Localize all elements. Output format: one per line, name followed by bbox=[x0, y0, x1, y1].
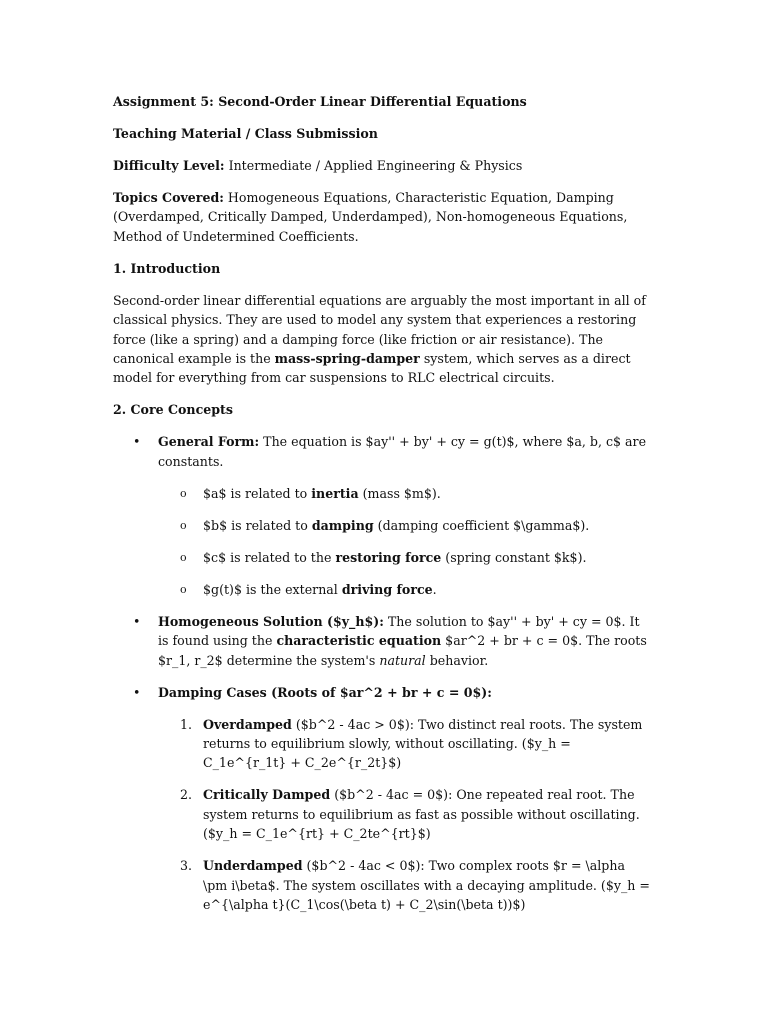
case-number: 1. bbox=[180, 716, 193, 732]
sub-item-driving-force bbox=[158, 580, 653, 599]
core-concepts-heading: 2. Core Concepts bbox=[113, 402, 233, 418]
case-title: Critically Damped bbox=[203, 787, 331, 803]
assignment-title: Assignment 5: Second-Order Linear Differential Equations bbox=[113, 94, 527, 109]
assignment-subtitle: Teaching Material / Class Submission bbox=[113, 126, 378, 141]
natural-term: natural bbox=[379, 652, 426, 668]
case-text: ($b^2 - 4ac = 0$): One repeated real root. The system returns to equilibrium as fast as possible without oscillating. ($y_h = C_1e^{rt} + C_2te^{rt}$) bbox=[203, 787, 640, 842]
sub-text: $g(t)$ is the external bbox=[203, 581, 342, 597]
circle-bullet-icon: o bbox=[180, 518, 187, 532]
sub-text: . bbox=[432, 581, 437, 597]
homogeneous-text-2: $ar^2 + br + c = 0$. The roots $r_1, r_2$ determine the system's bbox=[158, 633, 647, 668]
intro-paragraph bbox=[113, 291, 653, 388]
intro-bold-term: mass-spring-damper bbox=[274, 351, 420, 367]
sub-bold: inertia bbox=[311, 485, 359, 501]
general-form-text: The equation is $ay'' + by' + cy = g(t)$, where $a, b, c$ are constants. bbox=[158, 434, 647, 469]
general-form-sublist bbox=[158, 484, 653, 599]
sub-bold: restoring force bbox=[335, 549, 442, 565]
sub-text: (mass $m$). bbox=[358, 485, 441, 501]
list-item-homogeneous-solution bbox=[113, 612, 653, 670]
sub-bold: driving force bbox=[341, 581, 433, 597]
intro-heading: 1. Introduction bbox=[113, 260, 221, 276]
circle-bullet-icon: o bbox=[180, 582, 187, 596]
case-title: Overdamped bbox=[203, 716, 292, 732]
intro-text-2: system, which serves as a direct model for everything from car suspensions to RLC electrical circuits. bbox=[113, 351, 631, 386]
topics-label: Topics Covered: bbox=[113, 190, 224, 205]
sub-text: (damping coefficient $\gamma$). bbox=[373, 517, 590, 533]
sub-text: (spring constant $k$). bbox=[441, 549, 587, 565]
core-concepts-list bbox=[113, 432, 653, 914]
difficulty-line bbox=[113, 156, 653, 175]
intro-text-1: Second-order linear differential equations are arguably the most important in all of classical physics. They are used to model any system that experiences a restoring force (like a spring) and a damping force (like friction or air resistance). The canonical example is the bbox=[113, 292, 646, 367]
case-overdamped bbox=[158, 715, 653, 773]
bullet-icon: • bbox=[133, 434, 141, 450]
bullet-icon: • bbox=[133, 684, 141, 700]
topics-value: Homogeneous Equations, Characteristic Equation, Damping (Overdamped, Critically Damped, Underdamped), Non-homogeneous Equations, Method of Undetermined Coefficients. bbox=[113, 190, 628, 244]
circle-bullet-icon: o bbox=[180, 486, 187, 500]
sub-item-restoring-force bbox=[158, 548, 653, 567]
sub-bold: damping bbox=[311, 517, 374, 533]
list-item-damping-cases bbox=[113, 683, 653, 915]
case-number: 2. bbox=[180, 787, 193, 803]
case-number: 3. bbox=[180, 858, 193, 874]
sub-item-damping bbox=[158, 516, 653, 535]
damping-cases-label: Damping Cases (Roots of $ar^2 + br + c = 0$): bbox=[158, 684, 492, 700]
homogeneous-text-3: behavior. bbox=[425, 652, 489, 668]
general-form-label: General Form: bbox=[158, 434, 260, 450]
topics-paragraph bbox=[113, 188, 653, 246]
damping-cases-list bbox=[158, 715, 653, 915]
characteristic-equation-term: characteristic equation bbox=[276, 633, 442, 649]
sub-text: $b$ is related to bbox=[203, 517, 312, 533]
homogeneous-text-1: The solution to $ay'' + by' + cy = 0$. It is found using the bbox=[158, 613, 640, 649]
document-body bbox=[113, 92, 653, 915]
difficulty-value: Intermediate / Applied Engineering & Physics bbox=[224, 158, 523, 173]
bullet-icon: • bbox=[133, 613, 141, 629]
sub-text: $a$ is related to bbox=[203, 485, 312, 501]
sub-item-inertia bbox=[158, 484, 653, 503]
sub-text: $c$ is related to the bbox=[203, 549, 336, 565]
case-title: Underdamped bbox=[203, 858, 303, 874]
case-text: ($b^2 - 4ac > 0$): Two distinct real roots. The system returns to equilibrium slowly, without oscillating. ($y_h = C_1e^{r_1t} + C_2e^{r_2t}$) bbox=[203, 716, 643, 771]
case-text: ($b^2 - 4ac < 0$): Two complex roots $r = \alpha \pm i\beta$. The system oscillates with a decaying amplitude. ($y_h = e^{\alpha t}(C_1\cos(\beta t) + C_2\sin(\beta t))$) bbox=[203, 858, 650, 913]
case-critically-damped bbox=[158, 785, 653, 843]
difficulty-label: Difficulty Level: bbox=[113, 158, 225, 173]
case-underdamped bbox=[158, 856, 653, 914]
list-item-general-form bbox=[113, 432, 653, 599]
circle-bullet-icon: o bbox=[180, 550, 187, 564]
homogeneous-label: Homogeneous Solution ($y_h$): bbox=[158, 613, 384, 629]
